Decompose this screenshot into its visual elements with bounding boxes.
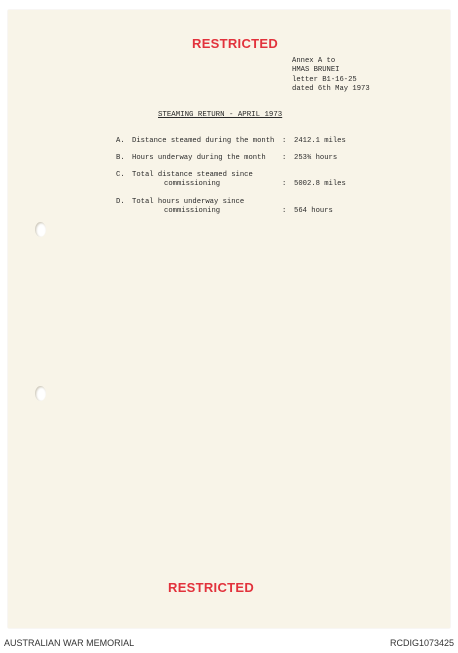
item-colon: :: [282, 180, 287, 188]
item-value: 2412.1 miles: [294, 137, 346, 145]
item-letter: D.: [116, 198, 125, 206]
item-colon: :: [282, 137, 287, 145]
restricted-stamp-bottom: RESTRICTED: [168, 580, 255, 595]
item-description-continued: commissioning: [164, 180, 221, 188]
item-value: 564 hours: [294, 207, 333, 215]
annex-line: dated 6th May 1973: [292, 84, 370, 93]
item-letter: B.: [116, 154, 125, 162]
footer-record-id: RCDIG1073425: [389, 638, 454, 648]
annex-reference-block: [292, 57, 370, 94]
item-value: 253¾ hours: [294, 154, 338, 162]
restricted-stamp-top: RESTRICTED: [192, 36, 279, 51]
item-description-continued: commissioning: [164, 207, 221, 215]
item-description: Total distance steamed since: [132, 171, 253, 179]
punch-hole: [35, 386, 46, 401]
annex-line: Annex A to: [292, 57, 336, 65]
annex-line: letter B1-16-25: [292, 75, 357, 84]
item-colon: :: [282, 207, 287, 215]
item-letter: A.: [116, 137, 125, 145]
annex-line: HMAS BRUNEI: [292, 66, 340, 75]
item-description: Distance steamed during the month: [132, 137, 275, 145]
punch-hole: [35, 222, 46, 237]
item-colon: :: [282, 154, 287, 162]
item-letter: C.: [116, 171, 125, 179]
document-title: STEAMING RETURN - APRIL 1973: [158, 111, 283, 119]
footer-source-label: AUSTRALIAN WAR MEMORIAL: [4, 638, 135, 648]
item-description: Total hours underway since: [132, 198, 245, 206]
item-description: Hours underway during the month: [132, 154, 266, 162]
document-page: [8, 10, 450, 628]
item-value: 5002.8 miles: [294, 180, 346, 188]
